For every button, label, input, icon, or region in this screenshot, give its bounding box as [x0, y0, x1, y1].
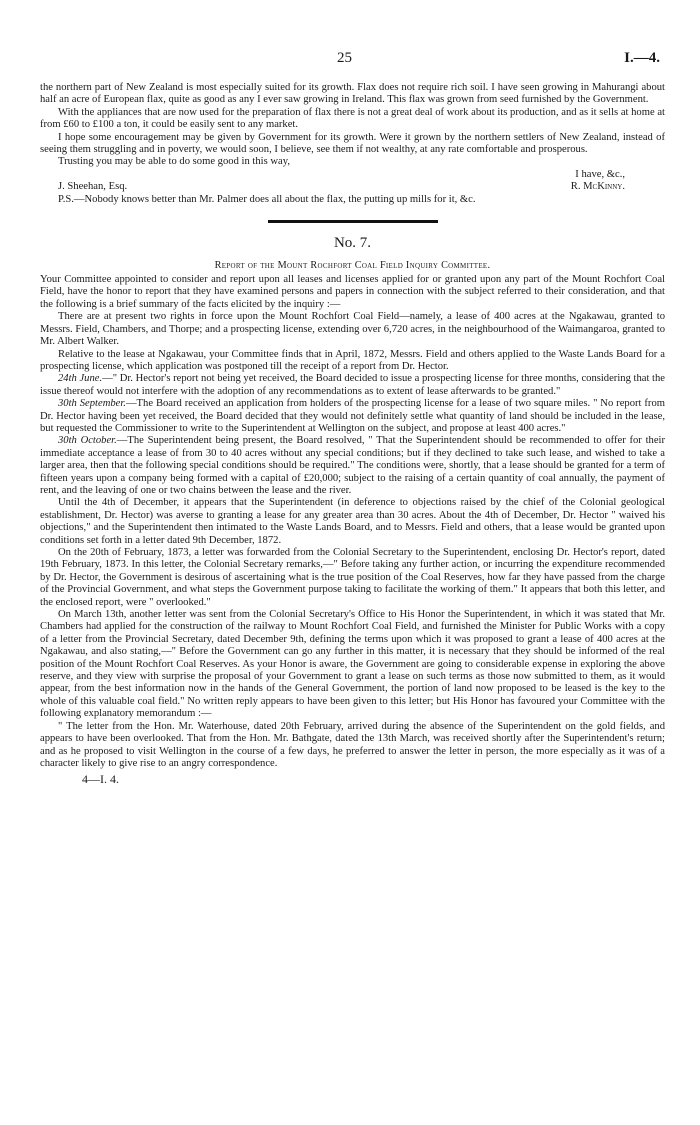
report-paragraph-1: Your Committee appointed to consider and report upon all leases and licenses applied for or granted upon any part of the Mount Rochfort Coal Field, have the honor to report that they have examined persons and papers in connection with the subject referred to their consideration, and that the following is a brief summary of the facts elicited by the inquiry :— — [40, 274, 665, 310]
postscript: P.S.—Nobody knows better than Mr. Palmer does all about the flax, the putting up mills for it, &c. — [58, 193, 476, 205]
report-paragraph-5 — [40, 398, 665, 435]
flax-paragraph-4: Trusting you may be able to do some good in this way, — [58, 156, 290, 168]
date-october: 30th October. — [58, 435, 117, 447]
footer-reference: 4—I. 4. — [82, 772, 119, 787]
report-paragraph-6-text: —The Superintendent being present, the Board resolved, " That the Superintendent should be recommended to offer for their immediate acceptance a lease of from 30 to 40 acres without any special conditions; but if they declined to take such lease, and wished to take a larger area, then that the following special conditions should be required." The conditions were, shortly, that a lease should be granted for a term of fifteen years upon a company being formed with a capital of £20,000; subject to the raising of a certain quantity of coal annually, the payment of rent, and the leaving of one or two chains between the lease and the river. — [40, 435, 665, 496]
page-number: 25 — [337, 50, 352, 66]
letter-closing: I have, &c., — [575, 168, 625, 180]
section-divider — [268, 220, 438, 223]
report-paragraph-4-text: —" Dr. Hector's report not being yet received, the Board decided to issue a prospecting license for three months, considering that the issue thereof would not interfere with the adoption of any recommendations as to extent of lease afterwards to be granted." — [40, 373, 665, 397]
report-paragraph-5-text: —The Board received an application from holders of the prospecting license for a lease of two square miles. " No report from Dr. Hector having been yet received, the Board decided that they would not definitely settle what quantity of land should be included in the lease, but requested the Commissioner to write to the Superintendent at Wellington on the subject, and propose at least 400 acres." — [40, 398, 665, 434]
letter-closing-row — [40, 169, 665, 181]
flax-paragraph-1: the northern part of New Zealand is most especially suited for its growth. Flax does not require rich soil. I have seen growing in Mahurangi about half an acre of European flax, quite as good as any I ever saw growing in Ireland. This flax was grown from seed furnished by the Government. — [40, 82, 665, 106]
report-paragraph-4 — [40, 373, 665, 398]
addressee: J. Sheehan, Esq. — [58, 181, 128, 193]
signature: R. McKinny. — [570, 181, 625, 193]
report-paragraph-2: There are at present two rights in force upon the Mount Rochfort Coal Field—namely, a lease of 400 acres at the Ngakawau, granted to Messrs. Field, Chambers, and Thorpe; and a prospecting license, extending over 6,720 acres, in the neighbourhood of the Waimangaroa, granted to Mr. Albert Walker. — [40, 311, 665, 348]
section-number: No. 7. — [333, 235, 372, 252]
report-paragraph-3: Relative to the lease at Ngakawau, your Committee finds that in April, 1872, Messrs. Field and others applied to the Waste Lands Board for a prospecting license, which application was postponed till the receipt of a report from Dr. Hector. — [40, 348, 665, 372]
letter-signature-row — [40, 181, 665, 193]
date-june: 24th June. — [58, 373, 103, 385]
report-paragraph-7: Until the 4th of December, it appears that the Superintendent (in deference to objections raised by the chief of the Colonial geological establishment, Dr. Hector) was averse to granting a lease for any greater area than 30 acres. About the 4th of December, Dr. Hector " waived his objections," and the Superintendent then intimated to the Waste Lands Board, and to Messrs. Field and others, that a lease would be granted upon conditions set forth in a letter dated 9th December, 1872. — [40, 497, 665, 546]
report-paragraph-10: " The letter from the Hon. Mr. Waterhouse, dated 20th February, arrived during the absence of the Superintendent on the gold fields, and appears to have been overlooked. That from the Hon. Mr. Bathgate, dated the 13th March, was received shortly after the Superintendent's return; and as he proposed to visit Wellington in the course of a few days, he preferred to answer the letter in person, the more especially as it was of a character likely to give rise to an angry correspondence. — [40, 720, 665, 769]
page-header — [0, 50, 700, 70]
document-reference: I.—4. — [624, 50, 660, 66]
page-body — [40, 82, 665, 787]
date-september: 30th September. — [58, 398, 126, 410]
report-paragraph-8: On the 20th of February, 1873, a letter was forwarded from the Colonial Secretary to the Superintendent, enclosing Dr. Hector's report, dated 19th February, 1873. In this letter, the Colonial Secretary remarks,—" Before taking any further action, or incurring the expenditure recommended by Dr. Hector, the Government is desirous of ascertaining what is the true position of the Coal Reserves, how far they have passed from the charge of the Provincial Government, and what steps the Government purpose taking to facilitate the working of them." It appears that both this letter, and the enclosed report, were " overlooked." — [40, 547, 665, 608]
flax-paragraph-3: I hope some encouragement may be given by Government for its growth. Were it grown by the northern settlers of New Zealand, instead of seeing them struggling and in poverty, we would soon, I believe, see them if not wealthy, at any rate comfortable and prosperous. — [40, 131, 665, 156]
report-paragraph-6 — [40, 435, 665, 497]
flax-paragraph-2: With the appliances that are now used for the preparation of flax there is not a great deal of work about its production, and as it sells at home at from £60 to £100 a ton, it could be easily sent to any market. — [40, 106, 665, 131]
report-paragraph-9: On March 13th, another letter was sent from the Colonial Secretary's Office to His Honor the Superintendent, in which it was stated that Mr. Chambers had applied for the construction of the railway to Mount Rochfort Coal Field, and furnished the Minister for Public Works with a copy of a letter from the Provincial Secretary, dated December 9th, defining the terms upon which it was proposed to grant a lease of 400 acres at the Ngakawau, and also stating,—" Before the Government can go any further in this matter, it is necessary that they should be informed of the real position of the Mount Rochfort Coal Reserves. As your Honor is aware, the Government are going to considerable expense in exploring the above reserve, and they view with surprise the proposal of your Government to grant a lease on such terms as those now submitted to them, as it would appear, from the best information now in the hands of the General Government, the portion of land now proposed to be leased is the key to the whole of this valuable coal field." No written reply appears to have been given to this letter; but His Honor has favoured your Committee with the following explanatory memorandum :— — [40, 609, 665, 720]
section-title: Report of the Mount Rochfort Coal Field Inquiry Committee. — [214, 260, 491, 272]
